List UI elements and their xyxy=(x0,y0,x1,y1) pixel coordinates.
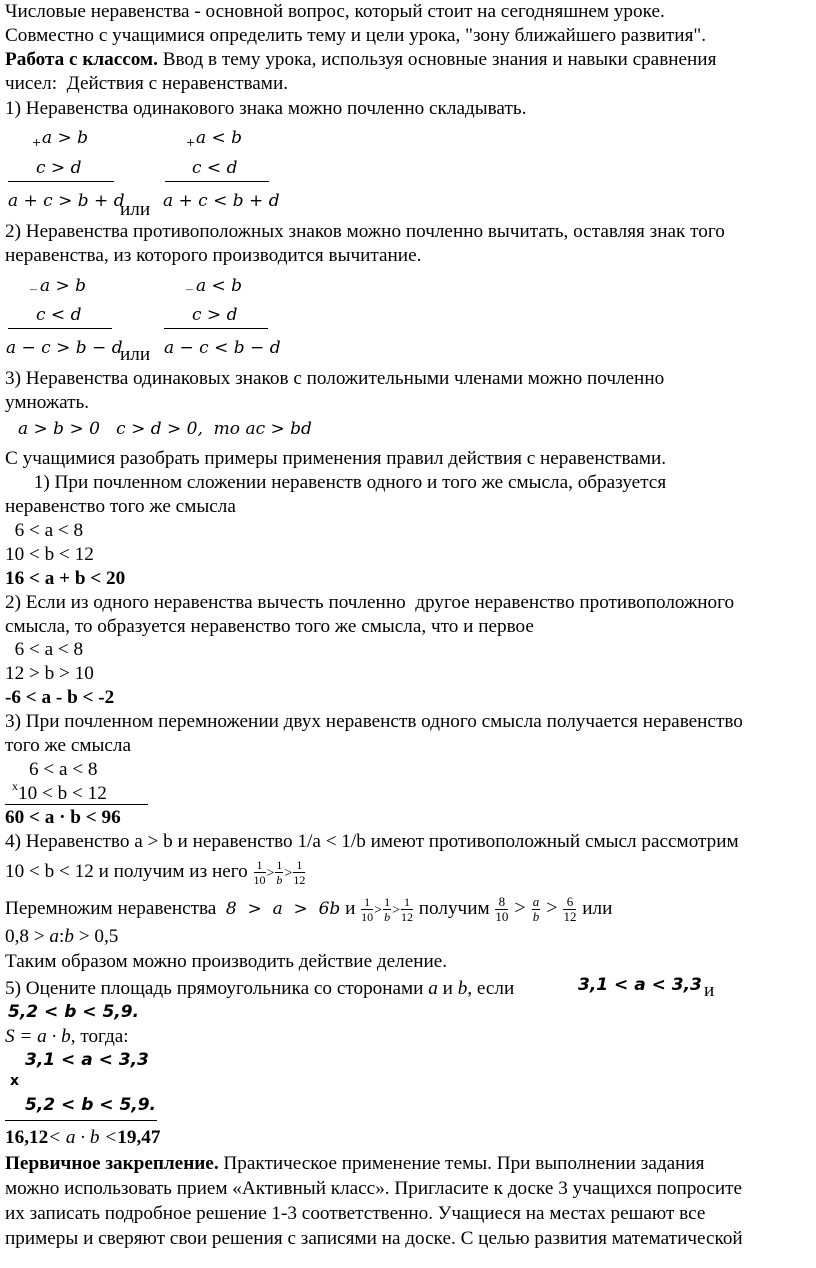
work-label: Работа с классом. xyxy=(5,49,158,70)
example-2-result: -6 < a - b < -2 xyxy=(5,687,115,708)
example-1-line-1: 1) При почленном сложении неравенств одного и того же смысла, образуется xyxy=(5,472,667,493)
example-1-ineq-2: 10 < b < 12 xyxy=(5,544,94,565)
example-3-result: 60 < a · b < 96 xyxy=(5,807,121,828)
task-5-ineq-a: 3,1 < a < 3,3 xyxy=(578,975,702,995)
task-5-ineq-a-2: 3,1 < a < 3,3 xyxy=(25,1050,149,1070)
or-label-1: или xyxy=(120,199,151,220)
task-5-result: 16,12< a · b <19,47 xyxy=(5,1127,161,1148)
example-2-ineq-1: 6 < a < 8 xyxy=(5,639,84,660)
example-1-ineq-1: 6 < a < 8 xyxy=(5,520,84,541)
rule-1: 1) Неравенства одинакового знака можно почленно складывать. xyxy=(5,98,527,119)
multiply-sign: x xyxy=(12,779,18,793)
task-5-ineq-b: 5,2 < b < 5,9. xyxy=(8,1002,140,1022)
consolidation-line-3: их записать подробное решение 1-3 соответственно. Учащиеся на местах решают все xyxy=(5,1203,706,1224)
fraction-1-12: $\frac{1}{12}$ xyxy=(293,858,306,887)
examples-intro: С учащимися разобрать примеры применения правил действия с неравенствами. xyxy=(5,448,667,469)
work-text: Ввод в тему урока, используя основные знания и навыки сравнения xyxy=(157,49,717,70)
example-2-line-1: 2) Если из одного неравенства вычесть почленно другое неравенство противоположного xyxy=(5,592,735,613)
example-3-ineq-1: 6 < a < 8 xyxy=(5,759,98,780)
fraction-1-10: $\frac{1}{10}$ xyxy=(253,858,266,887)
intro-line-1: Числовые неравенства - основной вопрос, который стоит на сегодняшнем уроке. xyxy=(5,1,665,22)
consolidation-line-2: можно использовать прием «Активный класс». Пригласите к доске 3 учащихся попросите xyxy=(5,1178,743,1199)
example-4-line-3: Перемножим неравенства 8 > a > 6b и $\frac{1}{10}$ > $\frac{1}{b}$ > $\frac{1}{12}$ получим $\frac{8}{10}$ > $\frac{a}{b}$ > $\frac{6}{12}$ или xyxy=(5,894,613,924)
task-5-area: S = a · b, тогда: xyxy=(5,1026,129,1047)
formula-multiply: a > b > 0 c > d > 0, то ac > bd xyxy=(18,419,312,439)
task-5-and: и xyxy=(704,980,715,1001)
intro-line-2: Совместно с учащимися определить тему и цели урока, "зону ближайшего развития". xyxy=(5,25,707,46)
task-5-line-1: 5) Оцените площадь прямоугольника со сторонами a и b, если xyxy=(5,978,520,999)
task-5-ineq-b-2: 5,2 < b < 5,9. xyxy=(25,1095,157,1115)
example-3-ineq-2: 10 < b < 12 xyxy=(18,783,107,804)
example-1-line-2: неравенство того же смысла xyxy=(5,496,236,517)
intro-line-4: чисел: Действия с неравенствами. xyxy=(5,73,289,94)
rule-3-line-2: умножать. xyxy=(5,392,90,413)
example-1-result: 16 < a + b < 20 xyxy=(5,568,126,589)
example-2-ineq-2: 12 > b > 10 xyxy=(5,663,94,684)
example-4-line-4: 0,8 > a:b > 0,5 xyxy=(5,926,119,947)
task-5-multiply-sign: x xyxy=(10,1073,20,1089)
rule-3-line-1: 3) Неравенства одинаковых знаков с положительными членами можно почленно xyxy=(5,368,665,389)
example-3-line-2: того же смысла xyxy=(5,735,131,756)
fraction-1-b: $\frac{1}{b}$ xyxy=(276,858,283,887)
intro-line-3 xyxy=(5,48,716,72)
rule-2-line-2: неравенства, из которого производится вычитание. xyxy=(5,245,422,266)
example-2-line-2: смысла, то образуется неравенство того же смысла, что и первое xyxy=(5,616,534,637)
task-5-rule xyxy=(5,1120,157,1121)
or-label-2: или xyxy=(120,344,151,365)
consolidation-line-1: Первичное закрепление. Практическое применение темы. При выполнении задания xyxy=(5,1153,705,1174)
example-3-line-1: 3) При почленном перемножении двух неравенств одного смысла получается неравенство xyxy=(5,711,743,732)
rule-2-line-1: 2) Неравенства противоположных знаков можно почленно вычитать, оставляя знак того xyxy=(5,221,725,242)
example-3-rule xyxy=(5,804,148,805)
example-4-line-1: 4) Неравенство a > b и неравенство 1/a < 1/b имеют противоположный смысл рассмотрим xyxy=(5,831,739,852)
example-4-line-5: Таким образом можно производить действие деление. xyxy=(5,951,448,972)
example-4-line-2: 10 < b < 12 и получим из него $\frac{1}{10}$ > $\frac{1}{b}$ > $\frac{1}{12}$ xyxy=(5,858,306,887)
consolidation-line-4: примеры и сверяют свои решения с записями на доске. С целью развития математической xyxy=(5,1228,743,1249)
